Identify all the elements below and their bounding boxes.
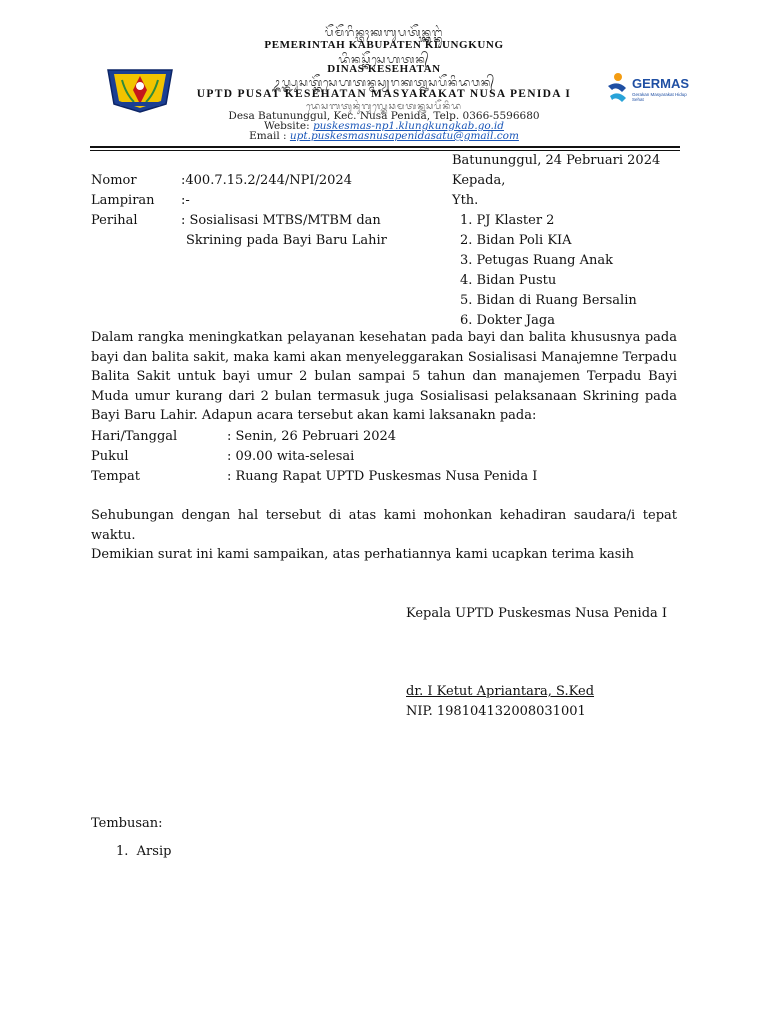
body-paragraph-2: Sehubungan dengan hal tersebut di atas kami mohonkan kehadiran saudara/i tepat waktu. <box>91 508 677 543</box>
recipient-item: 6. Dokter Jaga <box>460 313 555 328</box>
lampiran-value: :- <box>181 193 190 208</box>
email-label: Email : <box>249 130 287 142</box>
yth-label: Yth. <box>452 193 479 208</box>
signature-title: Kepala UPTD Puskesmas Nusa Penida I <box>406 606 668 621</box>
recipient-item: 1. PJ Klaster 2 <box>460 213 555 228</box>
nomor-value: :400.7.15.2/244/NPI/2024 <box>181 173 352 188</box>
signatory-name: dr. I Ketut Apriantara, S.Ked <box>406 684 595 699</box>
email-line <box>0 130 768 142</box>
pukul-label: Pukul <box>91 449 129 464</box>
germas-emblem-icon <box>604 72 630 106</box>
date-line: Batununggul, 24 Pebruari 2024 <box>452 153 661 168</box>
perihal-value-line-1: : Sosialisasi MTBS/MTBM dan <box>181 213 381 228</box>
hari-label: Hari/Tanggal <box>91 429 178 444</box>
recipient-item: 2. Bidan Poli KIA <box>460 233 572 248</box>
letterhead-rule-thick <box>90 146 680 148</box>
body-paragraph-1: Dalam rangka meningkatkan pelayanan kesehatan pada bayi dan balita khususnya pada bayi dan balita sakit, maka kami akan menyeleggarakan Sosialisasi Manajemne Terpadu Balita Sakit untuk bayi umur 2 bulan sampai 5 tahun dan manajemen Terpadu Bayi Muda umur kurang dari 2 bulan termasuk juga Sosialisasi pelaksanaan Skrining pada Bayi Baru Lahir. Adapun acara tersebut akan kami laksanakn pada: <box>91 330 677 424</box>
pukul-value: : 09.00 wita-selesai <box>227 449 355 464</box>
kepada-label: Kepada, <box>452 173 506 188</box>
perihal-label: Perihal <box>91 213 138 228</box>
perihal-value-line-2: Skrining pada Bayi Baru Lahir <box>186 233 387 248</box>
body-paragraph-3: Demikian surat ini kami sampaikan, atas perhatiannya kami ucapkan terima kasih <box>91 547 634 562</box>
address-line: Desa Batununggul, Kec. Nusa Penida, Telp. 0366-5596680 <box>228 110 540 122</box>
tempat-value: : Ruang Rapat UPTD Puskesmas Nusa Penida I <box>227 469 538 484</box>
balinese-script-line: ᬤᬾᬲᬩᬢᬸᬦᬸᬂᬕᬸᬮ᭄ᬓᬾᬘᬫᬢᬦ᭄ᬦᬸᬲᬧᭂᬦᬶᬤ <box>306 102 462 112</box>
website-link[interactable]: puskesmas-np1.klungkungkab.go.id <box>312 120 504 132</box>
government-name: PEMERINTAH KABUPATEN KLUNGKUNG <box>264 39 504 51</box>
germas-subtitle: Gerakan Masyarakat Hidup Sehat <box>632 92 687 102</box>
lampiran-label: Lampiran <box>91 193 155 208</box>
nomor-label: Nomor <box>91 173 137 188</box>
institution-name: UPTD PUSAT KESEHATAN MASYARAKAT NUSA PENIDA I <box>196 88 572 100</box>
website-label: Website: <box>264 120 310 132</box>
balinese-script-line: ᬤᬶᬦᬲ᭄ᬓᭂᬲᬾᬳᬢᬦ᭄ <box>338 53 430 66</box>
hari-value: : Senin, 26 Pebruari 2024 <box>227 429 397 444</box>
balinese-script-line: ᬉᬧ᭄ᬢ᭄ᬤ᭄ᬧᬸᬲᬢ᭄ᬓᭂᬲᬾᬳᬢᬦ᭄ᬫᬲ᭄ᬬᬭᬓᬢ᭄ᬦᬸᬲᬧᭂᬦᬶᬤᬯᬦ᭄ <box>272 76 496 89</box>
balinese-script-line: ᬧᭂᬫᭂᬭᬶᬦ᭄ᬢᬄᬓᬩᬸᬧᬢᭂᬦ᭄ᬓ᭄ᬮᬸᬗ᭄ᬓᬸᬂ <box>324 26 444 39</box>
recipient-item: 3. Petugas Ruang Anak <box>460 253 613 268</box>
tempat-label: Tempat <box>91 469 140 484</box>
germas-title: GERMAS <box>632 76 690 91</box>
signatory-nip: NIP. 198104132008031001 <box>406 704 586 719</box>
recipient-item: 5. Bidan di Ruang Bersalin <box>460 293 637 308</box>
tembusan-label: Tembusan: <box>91 816 163 831</box>
email-link[interactable]: upt.puskesmasnusapenidasatu@gmail.com <box>289 130 519 142</box>
tembusan-item: 1. Arsip <box>116 844 172 859</box>
recipient-item: 4. Bidan Pustu <box>460 273 557 288</box>
department-name: DINAS KESEHATAN <box>327 63 441 75</box>
germas-logo <box>604 68 696 110</box>
